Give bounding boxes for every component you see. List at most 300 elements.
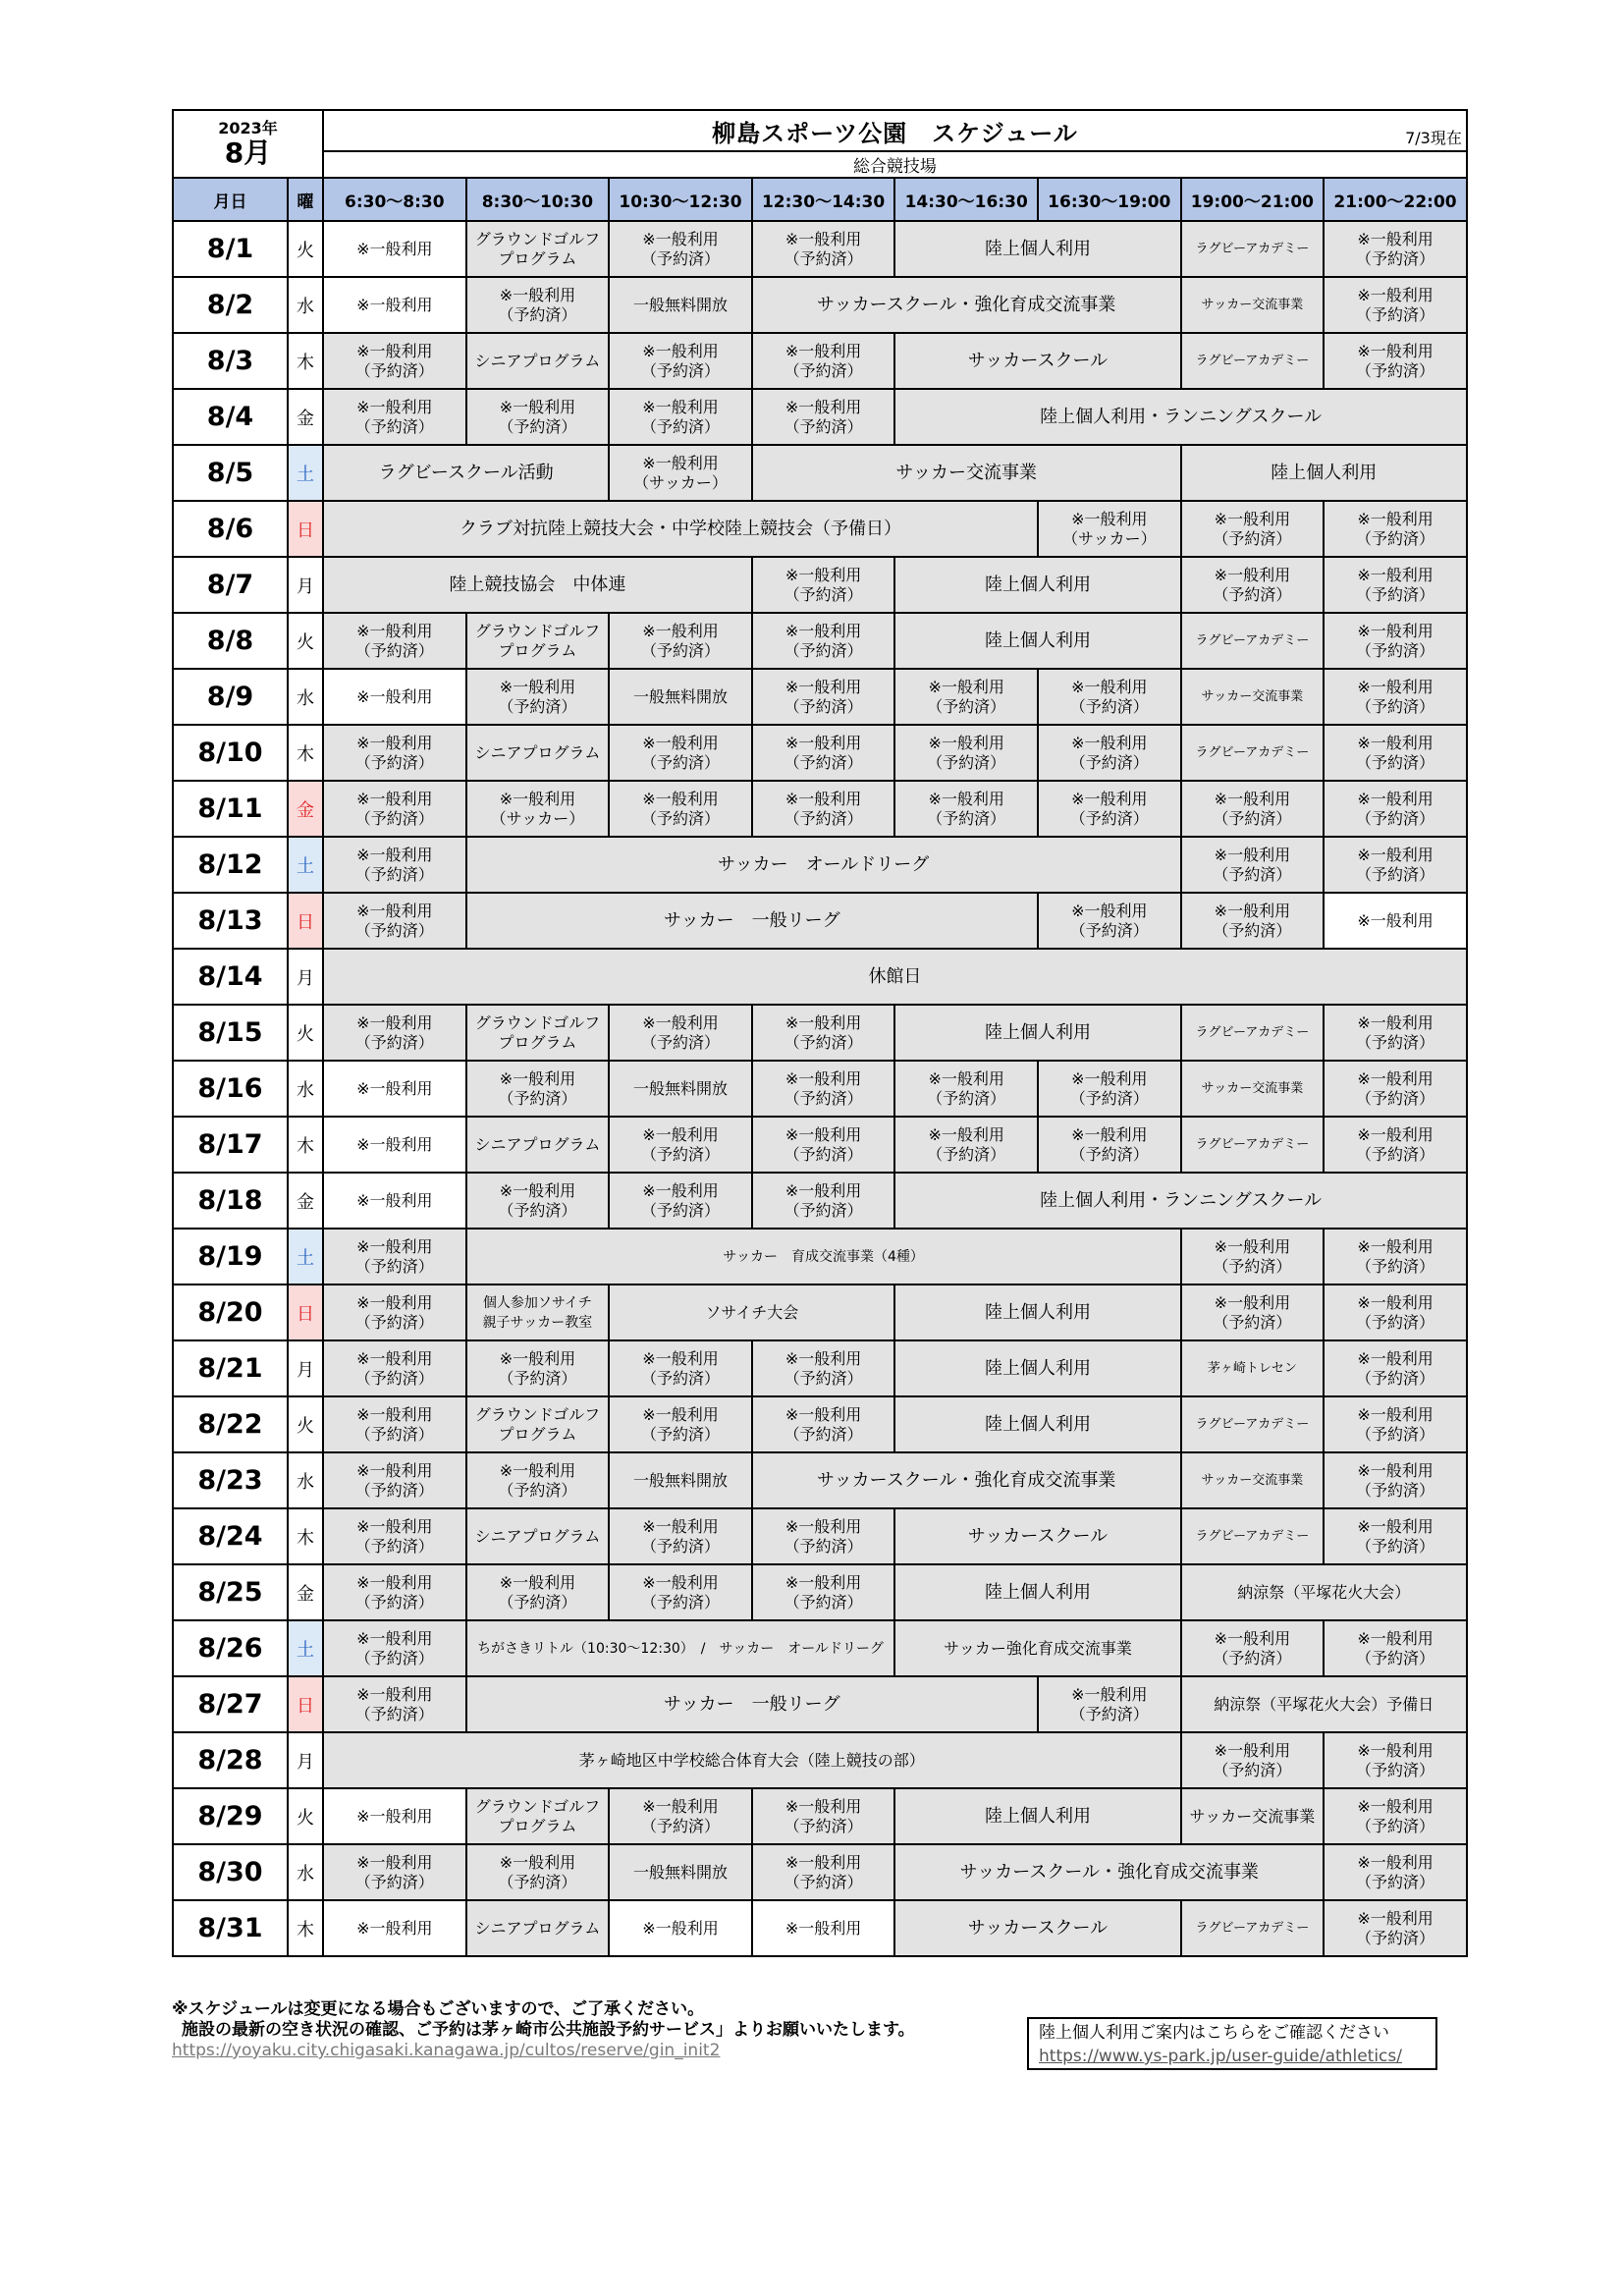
schedule-cell: ※一般利用 （予約済）: [1038, 1061, 1181, 1117]
schedule-cell: ※一般利用 （予約済）: [609, 1508, 752, 1564]
weekday-cell: 月: [288, 949, 323, 1005]
weekday-cell: 日: [288, 1285, 323, 1340]
schedule-cell: ※一般利用 （予約済）: [752, 1564, 895, 1620]
schedule-cell: ※一般利用 （予約済）: [466, 389, 610, 445]
date-cell: 8/6: [173, 501, 288, 557]
schedule-cell: ※一般利用 （予約済）: [323, 1005, 466, 1061]
schedule-row: [173, 389, 1467, 445]
date-cell: 8/31: [173, 1900, 288, 1956]
schedule-cell: 一般無料開放: [609, 1061, 752, 1117]
date-cell: 8/4: [173, 389, 288, 445]
schedule-row: [173, 781, 1467, 837]
schedule-cell: ※一般利用 （予約済）: [323, 1396, 466, 1452]
schedule-cell: シニアプログラム: [466, 333, 610, 389]
schedule-cell: ※一般利用 （予約済）: [609, 1005, 752, 1061]
schedule-row: [173, 669, 1467, 725]
schedule-row: [173, 1620, 1467, 1676]
date-cell: 8/5: [173, 445, 288, 501]
schedule-cell: ※一般利用 （予約済）: [323, 1620, 466, 1676]
schedule-row: [173, 1005, 1467, 1061]
weekday-cell: 木: [288, 1117, 323, 1173]
schedule-cell: ※一般利用 （予約済）: [323, 1340, 466, 1396]
athletics-info-label: 陸上個人利用ご案内はこちらをご確認ください: [1039, 2023, 1389, 2043]
date-cell: 8/9: [173, 669, 288, 725]
schedule-cell: ※一般利用 （予約済）: [609, 1564, 752, 1620]
schedule-cell: ※一般利用 （予約済）: [1324, 725, 1467, 781]
schedule-row: [173, 221, 1467, 277]
schedule-cell: ※一般利用 （予約済）: [1324, 1005, 1467, 1061]
schedule-row: [173, 1396, 1467, 1452]
schedule-cell: ※一般利用 （予約済）: [752, 1844, 895, 1900]
date-cell: 8/16: [173, 1061, 288, 1117]
reservation-link[interactable]: https://yoyaku.city.chigasaki.kanagawa.jp/cultos/reserve/gin_init2: [172, 2041, 721, 2060]
date-cell: 8/27: [173, 1676, 288, 1732]
schedule-cell: サッカー交流事業: [752, 445, 1181, 501]
schedule-cell: 休館日: [323, 949, 1467, 1005]
weekday-cell: 日: [288, 501, 323, 557]
schedule-cell: ※一般利用: [323, 1061, 466, 1117]
schedule-cell: ※一般利用 （予約済）: [323, 1452, 466, 1508]
date-cell: 8/22: [173, 1396, 288, 1452]
date-cell: 8/21: [173, 1340, 288, 1396]
schedule-cell: ※一般利用 （予約済）: [752, 221, 895, 277]
schedule-cell: サッカー オールドリーグ: [466, 837, 1181, 893]
schedule-cell: ※一般利用 （予約済）: [752, 389, 895, 445]
date-cell: 8/17: [173, 1117, 288, 1173]
schedule-cell: サッカー 一般リーグ: [466, 893, 1038, 949]
col-header-slot: 6:30～8:30: [323, 178, 466, 221]
date-cell: 8/29: [173, 1788, 288, 1844]
schedule-cell: ※一般利用 （予約済）: [609, 1173, 752, 1229]
schedule-cell: ※一般利用 （予約済）: [609, 613, 752, 669]
schedule-cell: サッカー交流事業: [1181, 1788, 1325, 1844]
schedule-cell: 陸上個人利用: [894, 1788, 1180, 1844]
weekday-cell: 月: [288, 1732, 323, 1788]
weekday-cell: 土: [288, 837, 323, 893]
schedule-cell: ※一般利用 （予約済）: [609, 221, 752, 277]
schedule-cell: 個人参加ソサイチ 親子サッカー教室: [466, 1285, 610, 1340]
schedule-cell: ※一般利用: [323, 221, 466, 277]
schedule-cell: ※一般利用 （予約済）: [894, 1061, 1038, 1117]
schedule-cell: ※一般利用 （予約済）: [466, 1564, 610, 1620]
schedule-cell: ※一般利用 （予約済）: [1324, 1229, 1467, 1285]
schedule-cell: シニアプログラム: [466, 1117, 610, 1173]
date-cell: 8/23: [173, 1452, 288, 1508]
weekday-cell: 金: [288, 781, 323, 837]
col-header-slot: 16:30～19:00: [1038, 178, 1181, 221]
weekday-cell: 日: [288, 1676, 323, 1732]
weekday-cell: 火: [288, 1396, 323, 1452]
schedule-row: [173, 1564, 1467, 1620]
schedule-cell: ※一般利用 （予約済）: [466, 1061, 610, 1117]
schedule-cell: ※一般利用 （予約済）: [1038, 669, 1181, 725]
footnote: [172, 1999, 1055, 2061]
schedule-cell: ※一般利用 （予約済）: [323, 1285, 466, 1340]
schedule-row: [173, 725, 1467, 781]
schedule-cell: 陸上個人利用: [894, 613, 1180, 669]
title-cell: [323, 110, 1467, 151]
schedule-cell: サッカースクール・強化育成交流事業: [752, 277, 1181, 333]
schedule-cell: ※一般利用 （予約済）: [894, 725, 1038, 781]
schedule-cell: ※一般利用 （予約済）: [609, 389, 752, 445]
date-cell: 8/26: [173, 1620, 288, 1676]
schedule-cell: ※一般利用: [1324, 893, 1467, 949]
col-header-slot: 8:30～10:30: [466, 178, 610, 221]
schedule-cell: ※一般利用 （予約済）: [752, 1508, 895, 1564]
schedule-cell: ※一般利用 （予約済）: [323, 837, 466, 893]
schedule-cell: ラグビーアカデミー: [1181, 1117, 1325, 1173]
schedule-cell: ※一般利用 （予約済）: [1181, 1229, 1325, 1285]
schedule-cell: 陸上個人利用: [894, 557, 1180, 613]
schedule-cell: 陸上個人利用: [894, 1564, 1180, 1620]
schedule-cell: ※一般利用 （予約済）: [1181, 501, 1325, 557]
schedule-row: [173, 1061, 1467, 1117]
weekday-cell: 土: [288, 1620, 323, 1676]
schedule-cell: ※一般利用 （予約済）: [1324, 1732, 1467, 1788]
schedule-cell: サッカースクール: [894, 1508, 1180, 1564]
schedule-cell: ※一般利用 （予約済）: [1324, 557, 1467, 613]
schedule-cell: ※一般利用 （予約済）: [752, 1005, 895, 1061]
weekday-cell: 日: [288, 893, 323, 949]
schedule-row: [173, 613, 1467, 669]
schedule-cell: ※一般利用 （予約済）: [323, 1508, 466, 1564]
date-cell: 8/25: [173, 1564, 288, 1620]
schedule-cell: サッカー 育成交流事業（4種）: [466, 1229, 1181, 1285]
facility-name: 総合競技場: [323, 151, 1467, 178]
schedule-cell: ※一般利用 （予約済）: [894, 781, 1038, 837]
schedule-cell: 陸上個人利用: [894, 1285, 1180, 1340]
weekday-cell: 火: [288, 1788, 323, 1844]
year-label: 2023年: [218, 118, 278, 137]
schedule-cell: ラグビーアカデミー: [1181, 613, 1325, 669]
date-cell: 8/7: [173, 557, 288, 613]
schedule-cell: ※一般利用 （予約済）: [323, 1844, 466, 1900]
schedule-cell: ※一般利用 （予約済）: [1324, 1508, 1467, 1564]
schedule-row: [173, 1508, 1467, 1564]
col-header-slot: 12:30～14:30: [752, 178, 895, 221]
schedule-row: [173, 445, 1467, 501]
schedule-cell: ※一般利用 （予約済）: [752, 1061, 895, 1117]
schedule-cell: ※一般利用 （予約済）: [752, 1173, 895, 1229]
weekday-cell: 土: [288, 1229, 323, 1285]
month-label: 8月: [224, 136, 272, 169]
schedule-cell: 陸上個人利用・ランニングスクール: [894, 389, 1466, 445]
schedule-cell: サッカー強化育成交流事業: [894, 1620, 1180, 1676]
schedule-cell: ※一般利用 （予約済）: [466, 1844, 610, 1900]
schedule-cell: ※一般利用 （予約済）: [1324, 1396, 1467, 1452]
weekday-cell: 月: [288, 1340, 323, 1396]
schedule-cell: ※一般利用 （予約済）: [1324, 333, 1467, 389]
schedule-cell: シニアプログラム: [466, 1900, 610, 1956]
col-header-slot: 21:00～22:00: [1324, 178, 1467, 221]
schedule-cell: ※一般利用 （予約済）: [752, 613, 895, 669]
schedule-cell: ラグビーアカデミー: [1181, 725, 1325, 781]
schedule-cell: 陸上個人利用・ランニングスクール: [894, 1173, 1466, 1229]
schedule-row: [173, 1676, 1467, 1732]
schedule-cell: ※一般利用 （予約済）: [609, 1117, 752, 1173]
date-cell: 8/10: [173, 725, 288, 781]
schedule-cell: ※一般利用: [323, 669, 466, 725]
schedule-cell: グラウンドゴルフ プログラム: [466, 1788, 610, 1844]
schedule-cell: ※一般利用 （予約済）: [894, 669, 1038, 725]
schedule-cell: ※一般利用 （予約済）: [1324, 1285, 1467, 1340]
schedule-cell: ※一般利用 （予約済）: [1324, 1061, 1467, 1117]
col-header-date: 月日: [173, 178, 288, 221]
schedule-cell: 茅ヶ崎地区中学校総合体育大会（陸上競技の部）: [323, 1732, 1181, 1788]
schedule-cell: ※一般利用 （予約済）: [609, 1788, 752, 1844]
schedule-cell: ※一般利用 （予約済）: [1038, 1676, 1181, 1732]
schedule-cell: ※一般利用 （予約済）: [1038, 781, 1181, 837]
date-cell: 8/20: [173, 1285, 288, 1340]
schedule-cell: ※一般利用 （予約済）: [466, 1173, 610, 1229]
schedule-cell: ※一般利用 （予約済）: [1181, 1732, 1325, 1788]
schedule-cell: 納涼祭（平塚花火大会）予備日: [1181, 1676, 1467, 1732]
date-cell: 8/14: [173, 949, 288, 1005]
schedule-cell: 一般無料開放: [609, 277, 752, 333]
date-cell: 8/11: [173, 781, 288, 837]
schedule-cell: ※一般利用 （予約済）: [1181, 1620, 1325, 1676]
schedule-cell: ※一般利用 （予約済）: [323, 725, 466, 781]
schedule-cell: グラウンドゴルフ プログラム: [466, 613, 610, 669]
schedule-cell: ※一般利用 （予約済）: [752, 1117, 895, 1173]
schedule-cell: ※一般利用 （予約済）: [1324, 781, 1467, 837]
schedule-cell: ※一般利用 （予約済）: [323, 1564, 466, 1620]
schedule-cell: ※一般利用 （サッカー）: [466, 781, 610, 837]
schedule-cell: ※一般利用 （予約済）: [466, 1340, 610, 1396]
weekday-cell: 木: [288, 333, 323, 389]
schedule-cell: ※一般利用 （予約済）: [609, 725, 752, 781]
schedule-cell: ※一般利用: [609, 1900, 752, 1956]
schedule-cell: ※一般利用 （予約済）: [1324, 1620, 1467, 1676]
schedule-cell: 陸上競技協会 中体連: [323, 557, 752, 613]
schedule-row: [173, 501, 1467, 557]
schedule-cell: ※一般利用 （予約済）: [323, 893, 466, 949]
schedule-cell: ※一般利用 （予約済）: [466, 669, 610, 725]
schedule-cell: ※一般利用 （予約済）: [752, 781, 895, 837]
weekday-cell: 火: [288, 1005, 323, 1061]
schedule-cell: ※一般利用 （予約済）: [466, 1452, 610, 1508]
schedule-cell: サッカースクール・強化育成交流事業: [752, 1452, 1181, 1508]
date-cell: 8/2: [173, 277, 288, 333]
schedule-cell: ※一般利用 （サッカー）: [1038, 501, 1181, 557]
schedule-cell: ※一般利用 （予約済）: [1038, 893, 1181, 949]
schedule-cell: サッカースクール・強化育成交流事業: [894, 1844, 1324, 1900]
weekday-cell: 水: [288, 277, 323, 333]
schedule-cell: ※一般利用 （予約済）: [752, 669, 895, 725]
schedule-cell: ※一般利用 （予約済）: [752, 1396, 895, 1452]
schedule-cell: ※一般利用 （予約済）: [1324, 1340, 1467, 1396]
schedule-cell: ラグビーアカデミー: [1181, 1005, 1325, 1061]
weekday-cell: 水: [288, 1061, 323, 1117]
athletics-info-box: [1027, 2017, 1437, 2070]
schedule-cell: ちがさきリトル（10:30～12:30） / サッカー オールドリーグ: [466, 1620, 895, 1676]
col-header-slot: 19:00～21:00: [1181, 178, 1325, 221]
date-cell: 8/12: [173, 837, 288, 893]
schedule-row: [173, 1285, 1467, 1340]
weekday-cell: 火: [288, 613, 323, 669]
weekday-cell: 木: [288, 1508, 323, 1564]
weekday-cell: 金: [288, 1564, 323, 1620]
schedule-cell: ※一般利用 （予約済）: [1324, 277, 1467, 333]
schedule-cell: 一般無料開放: [609, 669, 752, 725]
schedule-row: [173, 1173, 1467, 1229]
date-cell: 8/24: [173, 1508, 288, 1564]
col-header-dow: 曜: [288, 178, 323, 221]
schedule-cell: ※一般利用 （予約済）: [1324, 613, 1467, 669]
schedule-cell: ※一般利用 （予約済）: [323, 1676, 466, 1732]
schedule-row: [173, 837, 1467, 893]
schedule-cell: クラブ対抗陸上競技大会・中学校陸上競技会（予備日）: [323, 501, 1038, 557]
schedule-cell: グラウンドゴルフ プログラム: [466, 1396, 610, 1452]
schedule-cell: ※一般利用 （予約済）: [323, 333, 466, 389]
weekday-cell: 土: [288, 445, 323, 501]
schedule-cell: ※一般利用 （予約済）: [752, 725, 895, 781]
schedule-row: [173, 1117, 1467, 1173]
schedule-cell: サッカー交流事業: [1181, 277, 1325, 333]
schedule-row: [173, 949, 1467, 1005]
weekday-cell: 月: [288, 557, 323, 613]
schedule-cell: ※一般利用 （予約済）: [894, 1117, 1038, 1173]
weekday-cell: 木: [288, 725, 323, 781]
schedule-cell: ※一般利用 （サッカー）: [609, 445, 752, 501]
schedule-cell: ラグビースクール活動: [323, 445, 609, 501]
date-cell: 8/19: [173, 1229, 288, 1285]
schedule-cell: サッカースクール: [894, 333, 1180, 389]
schedule-row: [173, 1732, 1467, 1788]
schedule-cell: ※一般利用 （予約済）: [1324, 1452, 1467, 1508]
schedule-cell: ※一般利用 （予約済）: [1181, 893, 1325, 949]
month-header: [173, 110, 323, 178]
schedule-cell: ※一般利用 （予約済）: [1038, 1117, 1181, 1173]
schedule-cell: シニアプログラム: [466, 1508, 610, 1564]
schedule-cell: ※一般利用 （予約済）: [1324, 837, 1467, 893]
as-of-date: 7/3現在: [1405, 129, 1462, 147]
schedule-cell: ※一般利用 （予約済）: [466, 277, 610, 333]
athletics-info-link[interactable]: https://www.ys-park.jp/user-guide/athletics/: [1039, 2047, 1402, 2066]
schedule-cell: 茅ヶ崎トレセン: [1181, 1340, 1325, 1396]
schedule-cell: サッカー交流事業: [1181, 1061, 1325, 1117]
schedule-row: [173, 1844, 1467, 1900]
schedule-cell: ※一般利用 （予約済）: [752, 1788, 895, 1844]
schedule-cell: ※一般利用: [752, 1900, 895, 1956]
schedule-cell: ※一般利用 （予約済）: [1324, 221, 1467, 277]
schedule-row: [173, 1788, 1467, 1844]
schedule-cell: ※一般利用 （予約済）: [1324, 1844, 1467, 1900]
schedule-row: [173, 1340, 1467, 1396]
schedule-cell: 陸上個人利用: [894, 1396, 1180, 1452]
schedule-cell: ※一般利用 （予約済）: [1324, 501, 1467, 557]
schedule-cell: グラウンドゴルフ プログラム: [466, 1005, 610, 1061]
schedule-cell: ※一般利用 （予約済）: [1324, 1788, 1467, 1844]
schedule-cell: ※一般利用: [323, 277, 466, 333]
schedule-cell: ※一般利用 （予約済）: [752, 1340, 895, 1396]
schedule-cell: 陸上個人利用: [894, 221, 1180, 277]
schedule-cell: シニアプログラム: [466, 725, 610, 781]
schedule-cell: 一般無料開放: [609, 1452, 752, 1508]
schedule-cell: ※一般利用 （予約済）: [609, 1340, 752, 1396]
schedule-cell: ※一般利用 （予約済）: [609, 333, 752, 389]
page-title: 柳島スポーツ公園 スケジュール: [712, 119, 1078, 147]
schedule-row: [173, 277, 1467, 333]
weekday-cell: 金: [288, 389, 323, 445]
date-cell: 8/18: [173, 1173, 288, 1229]
schedule-cell: ※一般利用 （予約済）: [1181, 781, 1325, 837]
weekday-cell: 金: [288, 1173, 323, 1229]
date-cell: 8/15: [173, 1005, 288, 1061]
schedule-cell: ※一般利用: [323, 1788, 466, 1844]
schedule-cell: ※一般利用 （予約済）: [1324, 669, 1467, 725]
weekday-cell: 水: [288, 669, 323, 725]
col-header-slot: 10:30～12:30: [609, 178, 752, 221]
weekday-cell: 水: [288, 1844, 323, 1900]
schedule-cell: ※一般利用 （予約済）: [1324, 1117, 1467, 1173]
schedule-cell: ラグビーアカデミー: [1181, 333, 1325, 389]
schedule-cell: ※一般利用 （予約済）: [752, 557, 895, 613]
schedule-cell: ※一般利用 （予約済）: [1181, 557, 1325, 613]
schedule-cell: ※一般利用 （予約済）: [1181, 837, 1325, 893]
schedule-cell: ※一般利用: [323, 1117, 466, 1173]
schedule-row: [173, 1452, 1467, 1508]
schedule-table: [172, 109, 1468, 1957]
schedule-cell: ※一般利用: [323, 1173, 466, 1229]
date-cell: 8/3: [173, 333, 288, 389]
schedule-cell: ソサイチ大会: [609, 1285, 894, 1340]
schedule-row: [173, 333, 1467, 389]
schedule-cell: ラグビーアカデミー: [1181, 1396, 1325, 1452]
col-header-slot: 14:30～16:30: [894, 178, 1038, 221]
schedule-row: [173, 1229, 1467, 1285]
schedule-cell: ※一般利用 （予約済）: [1324, 1900, 1467, 1956]
schedule-cell: 陸上個人利用: [1181, 445, 1467, 501]
weekday-cell: 火: [288, 221, 323, 277]
date-cell: 8/1: [173, 221, 288, 277]
schedule-row: [173, 557, 1467, 613]
weekday-cell: 木: [288, 1900, 323, 1956]
date-cell: 8/30: [173, 1844, 288, 1900]
date-cell: 8/28: [173, 1732, 288, 1788]
schedule-cell: ※一般利用 （予約済）: [1181, 1285, 1325, 1340]
schedule-cell: ※一般利用 （予約済）: [1038, 725, 1181, 781]
schedule-cell: サッカー交流事業: [1181, 1452, 1325, 1508]
schedule-cell: サッカースクール: [894, 1900, 1180, 1956]
schedule-cell: ※一般利用 （予約済）: [609, 781, 752, 837]
schedule-cell: ※一般利用 （予約済）: [323, 613, 466, 669]
footnote-line-1: ※スケジュールは変更になる場合もございますので、ご了承ください。: [172, 1999, 705, 2019]
schedule-cell: ※一般利用: [323, 1900, 466, 1956]
schedule-sheet: [172, 109, 1466, 1957]
schedule-cell: 陸上個人利用: [894, 1005, 1180, 1061]
weekday-cell: 水: [288, 1452, 323, 1508]
schedule-cell: ※一般利用 （予約済）: [323, 389, 466, 445]
schedule-cell: ラグビーアカデミー: [1181, 1900, 1325, 1956]
schedule-cell: ラグビーアカデミー: [1181, 221, 1325, 277]
schedule-cell: グラウンドゴルフ プログラム: [466, 221, 610, 277]
schedule-cell: ※一般利用 （予約済）: [323, 781, 466, 837]
schedule-row: [173, 893, 1467, 949]
schedule-cell: サッカー 一般リーグ: [466, 1676, 1038, 1732]
schedule-cell: 陸上個人利用: [894, 1340, 1180, 1396]
schedule-row: [173, 1900, 1467, 1956]
schedule-cell: ※一般利用 （予約済）: [752, 333, 895, 389]
schedule-cell: ※一般利用 （予約済）: [323, 1229, 466, 1285]
date-cell: 8/13: [173, 893, 288, 949]
schedule-cell: ラグビーアカデミー: [1181, 1508, 1325, 1564]
schedule-cell: 一般無料開放: [609, 1844, 752, 1900]
footnote-line-2: 施設の最新の空き状況の確認、ご予約は茅ヶ崎市公共施設予約サービス」よりお願いいたします。: [182, 2020, 915, 2040]
date-cell: 8/8: [173, 613, 288, 669]
schedule-cell: ※一般利用 （予約済）: [609, 1396, 752, 1452]
schedule-cell: 納涼祭（平塚花火大会）: [1181, 1564, 1467, 1620]
